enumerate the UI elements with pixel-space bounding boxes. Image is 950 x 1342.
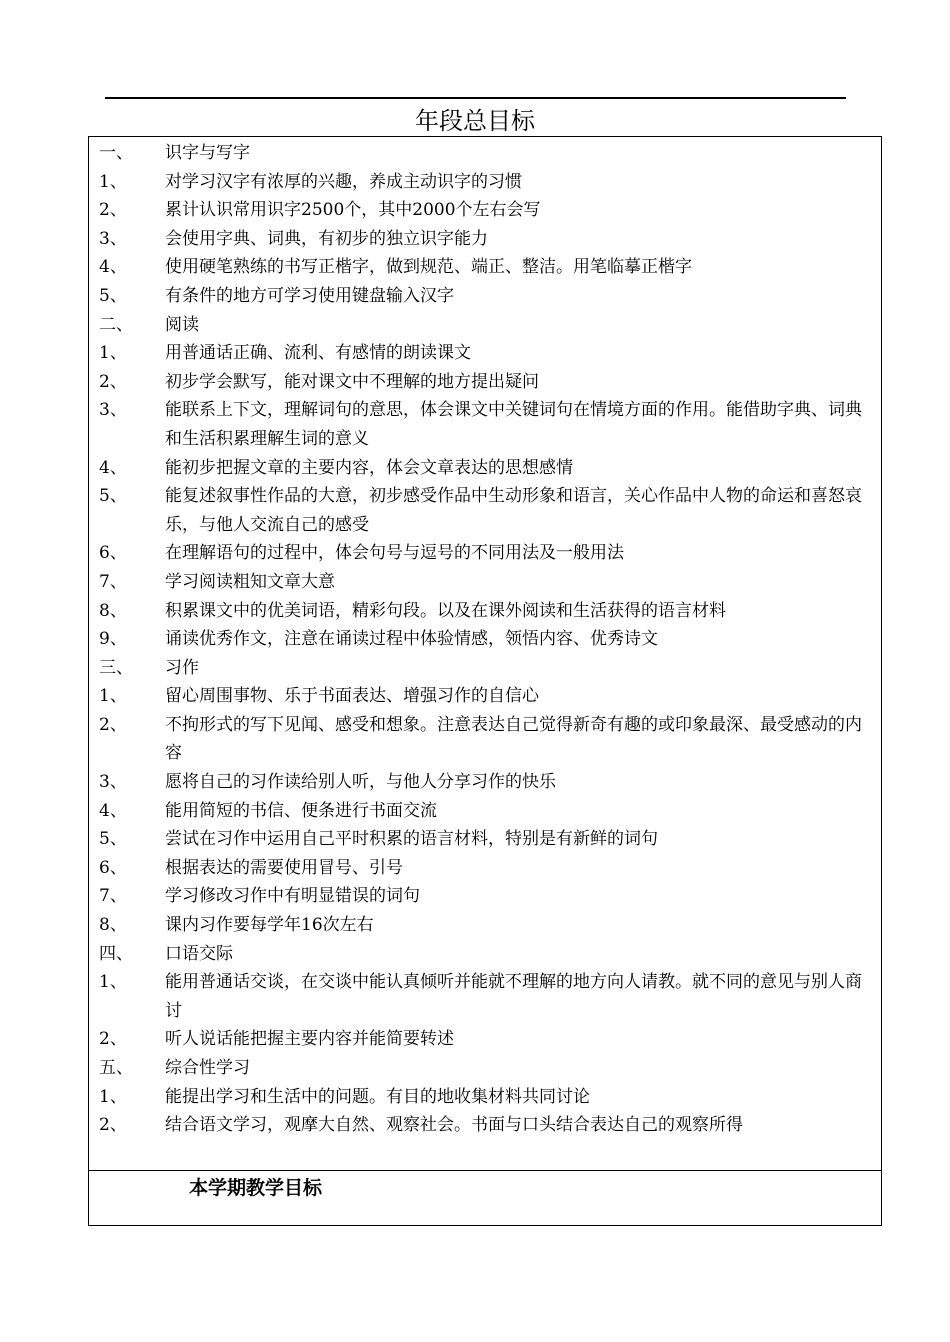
goals-table [88,136,882,1226]
goal-row [99,625,877,654]
goal-text: 能提出学习和生活中的问题。有目的地收集材料共同讨论 [165,1086,590,1107]
goal-text: 累计认识常用识字2500个，其中2000个左右会写 [165,200,541,221]
goal-row [99,968,877,1025]
goal-row [99,225,877,254]
semester-goals-heading: 本学期教学目标 [189,1177,323,1199]
goal-row [99,597,877,626]
goal-row [99,311,877,340]
goal-text: 识字与写字 [165,143,250,163]
goal-row [99,1083,877,1112]
goal-number: 3、 [99,228,127,249]
goal-number: 2、 [99,371,127,392]
goal-text: 根据表达的需要使用冒号、引号 [165,857,403,878]
goal-number: 9、 [99,629,127,650]
goal-number: 1、 [99,972,127,993]
goal-text: 在理解语句的过程中，体会句号与逗号的不同用法及一般用法 [165,543,624,564]
goal-row [99,882,877,911]
goal-number: 4、 [99,257,127,278]
goal-number: 7、 [99,571,127,592]
goal-text: 积累课文中的优美词语，精彩句段。以及在课外阅读和生活获得的语言材料 [165,600,726,621]
goal-text: 能用普通话交谈，在交谈中能认真倾听并能就不理解的地方向人请教。就不同的意见与别人商讨 [165,972,862,1021]
goal-row [99,282,877,311]
goal-row [99,854,877,883]
goal-text: 课内习作要每学年16次左右 [165,915,374,936]
goal-row [99,711,877,768]
goal-text: 留心周围事物、乐于书面表达、增强习作的自信心 [165,686,539,707]
goal-text: 阅读 [165,314,199,335]
goal-number: 2、 [99,200,127,221]
goal-row [99,797,877,826]
goal-number: 1、 [99,1086,127,1107]
goal-row [99,396,877,453]
goal-number: 7、 [99,886,127,907]
goal-text: 有条件的地方可学习使用键盘输入汉字 [165,285,454,306]
goal-text: 会使用字典、词典，有初步的独立识字能力 [165,228,488,249]
goal-text: 对学习汉字有浓厚的兴趣，养成主动识字的习惯 [165,171,522,192]
goal-text: 学习阅读粗知文章大意 [165,571,335,592]
goal-number: 1、 [99,343,127,364]
goal-row [99,482,877,539]
goal-row [99,339,877,368]
goal-text: 使用硬笔熟练的书写正楷字，做到规范、端正、整洁。用笔临摹正楷字 [165,257,692,278]
goal-row [99,253,877,282]
goal-text: 能初步把握文章的主要内容，体会文章表达的思想感情 [165,457,573,478]
goal-number: 5、 [99,829,127,850]
goal-number: 2、 [99,1115,127,1136]
goal-number: 4、 [99,800,127,821]
goal-number: 2、 [99,714,127,735]
goal-number: 一、 [99,143,133,163]
goal-row [99,168,877,197]
goal-number: 8、 [99,600,127,621]
goal-text: 习作 [165,657,199,678]
goal-number: 6、 [99,857,127,878]
goal-row [99,768,877,797]
goal-row [99,911,877,940]
goal-row [99,654,877,683]
goal-text: 综合性学习 [165,1058,250,1078]
goal-row [99,568,877,597]
goal-row [99,539,877,568]
goal-text: 口语交际 [165,943,233,964]
goal-row [99,368,877,397]
goal-text: 听人说话能把握主要内容并能简要转述 [165,1029,454,1050]
goal-text: 能联系上下文，理解词句的意思，体会课文中关键词句在情境方面的作用。能借助字典、词典和生活积累理解生词的意义 [165,400,862,449]
goal-row [99,940,877,969]
goal-text: 能用简短的书信、便条进行书面交流 [165,800,437,821]
goal-row [99,454,877,483]
goal-text: 不拘形式的写下见闻、感受和想象。注意表达自己觉得新奇有趣的或印象最深、最受感动的内容 [165,714,862,764]
goal-text: 愿将自己的习作读给别人听，与他人分享习作的快乐 [165,772,556,793]
goals-list [99,139,877,1140]
goal-number: 1、 [99,686,127,707]
goal-text: 初步学会默写，能对课文中不理解的地方提出疑问 [165,371,539,392]
goal-number: 5、 [99,285,127,306]
goal-number: 2、 [99,1029,127,1050]
goal-number: 1、 [99,171,127,192]
header-rule [105,97,846,99]
goal-row [99,1054,877,1083]
goal-number: 二、 [99,314,133,335]
goal-number: 6、 [99,543,127,564]
goal-text: 诵读优秀作文，注意在诵读过程中体验情感，领悟内容、优秀诗文 [165,629,658,650]
goal-text: 学习修改习作中有明显错误的词句 [165,886,420,907]
goal-text: 尝试在习作中运用自己平时积累的语言材料，特别是有新鲜的词句 [165,829,658,850]
goal-text: 用普通话正确、流利、有感情的朗读课文 [165,343,471,364]
goal-number: 四、 [99,943,133,964]
goal-number: 五、 [99,1058,133,1078]
goal-number: 三、 [99,657,133,678]
goal-row [99,825,877,854]
goal-number: 8、 [99,915,127,936]
goal-row [99,1111,877,1140]
goal-text: 结合语文学习，观摩大自然、观察社会。书面与口头结合表达自己的观察所得 [165,1115,743,1136]
goal-number: 5、 [99,486,127,507]
page-title: 年段总目标 [415,107,535,135]
goal-number: 3、 [99,400,127,421]
goal-row [99,1025,877,1054]
goal-row [99,139,877,168]
goal-number: 4、 [99,457,127,478]
table-divider [89,1170,881,1171]
goal-row [99,682,877,711]
goal-row [99,196,877,225]
goal-text: 能复述叙事性作品的大意，初步感受作品中生动形象和语言，关心作品中人物的命运和喜怒哀乐，与他人交流自己的感受 [165,486,862,535]
goal-number: 3、 [99,772,127,793]
